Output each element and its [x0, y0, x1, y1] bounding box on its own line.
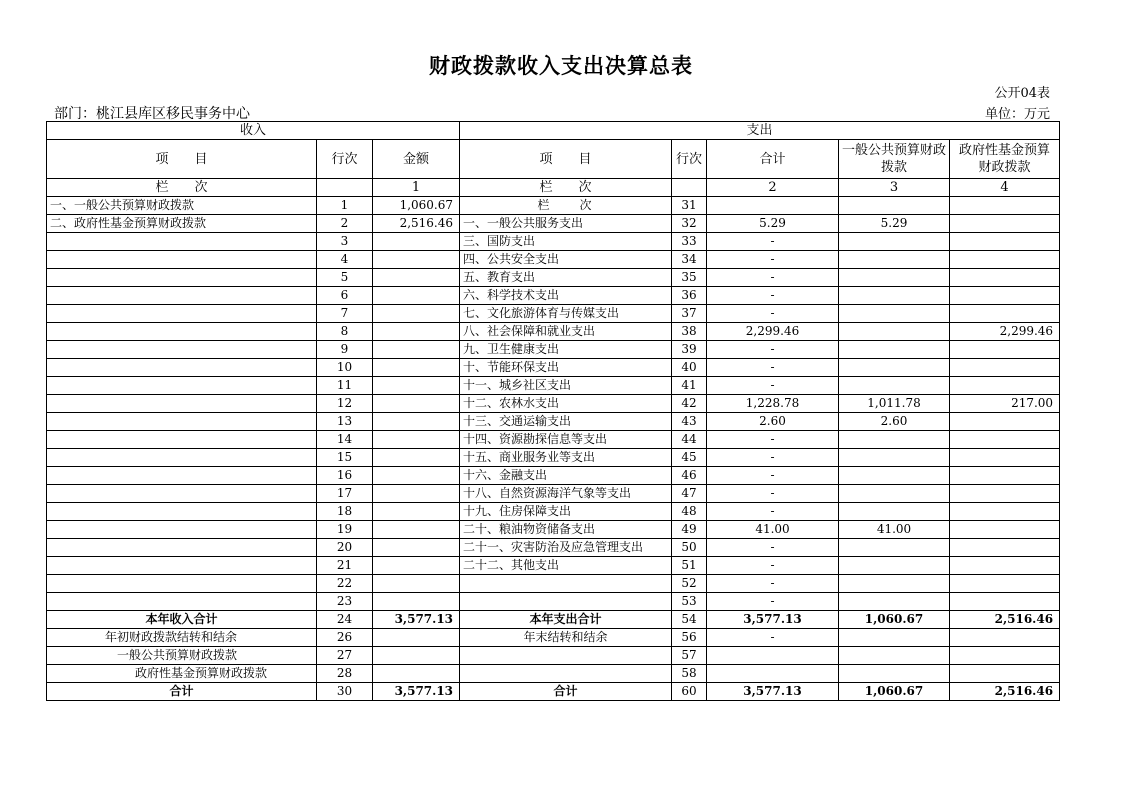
general-budget-header: 一般公共预算财政拨款	[839, 140, 950, 179]
table-row	[47, 575, 1060, 593]
income-item: 年初财政拨款结转和结余	[47, 629, 317, 647]
income-item: 合计	[47, 683, 317, 701]
general-amount	[839, 431, 950, 449]
income-amount: 1,060.67	[373, 197, 460, 215]
fund-amount	[950, 359, 1060, 377]
expense-row-no: 45	[672, 449, 707, 467]
expense-row-no-header: 行次	[672, 140, 707, 179]
income-row-no: 1	[317, 197, 373, 215]
income-amount	[373, 305, 460, 323]
expense-item	[460, 665, 672, 683]
table-row	[47, 197, 1060, 215]
expense-item: 六、科学技术支出	[460, 287, 672, 305]
expense-item: 十二、农林水支出	[460, 395, 672, 413]
fund-amount	[950, 467, 1060, 485]
table-row	[47, 359, 1060, 377]
total-amount: -	[707, 503, 839, 521]
general-amount	[839, 251, 950, 269]
income-amount	[373, 377, 460, 395]
expense-item	[460, 647, 672, 665]
total-amount: 2.60	[707, 413, 839, 431]
fund-amount	[950, 629, 1060, 647]
expense-item: 二十、粮油物资储备支出	[460, 521, 672, 539]
general-amount	[839, 197, 950, 215]
total-amount	[707, 665, 839, 683]
total-amount: -	[707, 287, 839, 305]
income-amount: 2,516.46	[373, 215, 460, 233]
expense-row-no: 34	[672, 251, 707, 269]
carry-row	[47, 647, 1060, 665]
lanci-col-1: 1	[373, 179, 460, 197]
income-item	[47, 359, 317, 377]
expense-row-no: 49	[672, 521, 707, 539]
income-row-no: 14	[317, 431, 373, 449]
income-header: 收入	[47, 122, 460, 140]
income-row-no: 23	[317, 593, 373, 611]
income-row-no: 13	[317, 413, 373, 431]
expense-item: 一、一般公共服务支出	[460, 215, 672, 233]
expense-row-no: 31	[672, 197, 707, 215]
expense-item: 八、社会保障和就业支出	[460, 323, 672, 341]
table-row	[47, 521, 1060, 539]
carry-row	[47, 629, 1060, 647]
income-item	[47, 323, 317, 341]
fund-budget-header: 政府性基金预算财政拨款	[950, 140, 1060, 179]
fund-amount	[950, 665, 1060, 683]
income-amount-header: 金额	[373, 140, 460, 179]
income-row-no: 30	[317, 683, 373, 701]
income-item	[47, 593, 317, 611]
income-amount	[373, 413, 460, 431]
income-item-header: 项 目	[47, 140, 317, 179]
general-amount	[839, 323, 950, 341]
fund-amount	[950, 377, 1060, 395]
income-amount	[373, 341, 460, 359]
income-row-no: 4	[317, 251, 373, 269]
total-amount: -	[707, 359, 839, 377]
fund-amount	[950, 197, 1060, 215]
table-row	[47, 413, 1060, 431]
expense-item: 十三、交通运输支出	[460, 413, 672, 431]
expense-row-no: 43	[672, 413, 707, 431]
income-item	[47, 431, 317, 449]
total-amount: 5.29	[707, 215, 839, 233]
income-amount	[373, 359, 460, 377]
header-row-1	[47, 122, 1060, 140]
expense-item	[460, 593, 672, 611]
general-amount	[839, 305, 950, 323]
total-header: 合计	[707, 140, 839, 179]
total-amount: 1,228.78	[707, 395, 839, 413]
table-row	[47, 449, 1060, 467]
income-amount	[373, 233, 460, 251]
fund-amount	[950, 251, 1060, 269]
income-row-no-header: 行次	[317, 140, 373, 179]
expense-row-no: 54	[672, 611, 707, 629]
general-amount	[839, 539, 950, 557]
table-row	[47, 395, 1060, 413]
fund-amount	[950, 341, 1060, 359]
total-amount: -	[707, 341, 839, 359]
expense-item: 合计	[460, 683, 672, 701]
fund-amount	[950, 233, 1060, 251]
income-row-no: 12	[317, 395, 373, 413]
general-amount: 5.29	[839, 215, 950, 233]
lanci-exp-row-no	[672, 179, 707, 197]
expense-item	[460, 575, 672, 593]
fund-amount	[950, 539, 1060, 557]
table-row	[47, 269, 1060, 287]
total-amount: -	[707, 593, 839, 611]
fund-amount: 2,299.46	[950, 323, 1060, 341]
table-row	[47, 287, 1060, 305]
expense-row-no: 42	[672, 395, 707, 413]
income-row-no: 7	[317, 305, 373, 323]
expense-item: 二十一、灾害防治及应急管理支出	[460, 539, 672, 557]
income-row-no: 17	[317, 485, 373, 503]
fund-amount	[950, 287, 1060, 305]
lanci-col-4: 4	[950, 179, 1060, 197]
income-item	[47, 251, 317, 269]
income-row-no: 16	[317, 467, 373, 485]
income-item	[47, 539, 317, 557]
income-row-no: 3	[317, 233, 373, 251]
general-amount	[839, 665, 950, 683]
expense-item: 七、文化旅游体育与传媒支出	[460, 305, 672, 323]
carry-row	[47, 665, 1060, 683]
expense-item: 本年支出合计	[460, 611, 672, 629]
expense-row-no: 57	[672, 647, 707, 665]
lanci-label: 栏 次	[47, 179, 317, 197]
lanci-col-2: 2	[707, 179, 839, 197]
expense-row-no: 53	[672, 593, 707, 611]
income-row-no: 18	[317, 503, 373, 521]
department-label: 部门：桃江县库区移民事务中心	[54, 106, 250, 122]
total-amount: -	[707, 233, 839, 251]
general-amount	[839, 269, 950, 287]
income-amount	[373, 647, 460, 665]
general-amount: 41.00	[839, 521, 950, 539]
table-row	[47, 539, 1060, 557]
total-amount: 2,299.46	[707, 323, 839, 341]
total-amount	[707, 197, 839, 215]
fund-amount	[950, 413, 1060, 431]
grand-total-row	[47, 683, 1060, 701]
fund-amount: 2,516.46	[950, 611, 1060, 629]
income-row-no: 9	[317, 341, 373, 359]
table-row	[47, 323, 1060, 341]
expense-row-no: 33	[672, 233, 707, 251]
general-amount	[839, 233, 950, 251]
table-row	[47, 467, 1060, 485]
income-row-no: 6	[317, 287, 373, 305]
lanci-col-3: 3	[839, 179, 950, 197]
general-amount: 2.60	[839, 413, 950, 431]
fund-amount	[950, 593, 1060, 611]
general-amount	[839, 557, 950, 575]
income-item	[47, 233, 317, 251]
income-item	[47, 413, 317, 431]
expense-item: 四、公共安全支出	[460, 251, 672, 269]
total-amount: -	[707, 377, 839, 395]
general-amount: 1,060.67	[839, 611, 950, 629]
expense-row-no: 47	[672, 485, 707, 503]
fund-amount	[950, 557, 1060, 575]
budget-table	[46, 121, 1060, 701]
income-amount	[373, 467, 460, 485]
total-amount: 41.00	[707, 521, 839, 539]
general-amount	[839, 629, 950, 647]
expense-item: 十、节能环保支出	[460, 359, 672, 377]
income-amount	[373, 593, 460, 611]
income-amount	[373, 575, 460, 593]
expense-row-no: 40	[672, 359, 707, 377]
total-amount: -	[707, 575, 839, 593]
income-item	[47, 557, 317, 575]
expense-item: 十四、资源勘探信息等支出	[460, 431, 672, 449]
income-item	[47, 341, 317, 359]
page-title: 财政拨款收入支出决算总表	[429, 53, 693, 78]
income-amount	[373, 665, 460, 683]
income-amount	[373, 251, 460, 269]
table-row	[47, 305, 1060, 323]
total-amount: -	[707, 431, 839, 449]
expense-item: 二十二、其他支出	[460, 557, 672, 575]
form-number: 公开04表	[994, 86, 1050, 101]
income-item	[47, 287, 317, 305]
column-index-row	[47, 179, 1060, 197]
general-amount	[839, 575, 950, 593]
income-amount	[373, 269, 460, 287]
income-amount	[373, 395, 460, 413]
lanci-row-no	[317, 179, 373, 197]
income-amount	[373, 449, 460, 467]
expense-item: 十八、自然资源海洋气象等支出	[460, 485, 672, 503]
table-row	[47, 485, 1060, 503]
general-amount	[839, 485, 950, 503]
income-item: 本年收入合计	[47, 611, 317, 629]
income-item	[47, 269, 317, 287]
general-amount	[839, 503, 950, 521]
fund-amount: 2,516.46	[950, 683, 1060, 701]
unit-label: 单位：万元	[984, 107, 1050, 122]
income-item	[47, 503, 317, 521]
income-row-no: 2	[317, 215, 373, 233]
income-item	[47, 395, 317, 413]
income-amount	[373, 485, 460, 503]
table-row	[47, 557, 1060, 575]
general-amount	[839, 647, 950, 665]
expense-row-no: 32	[672, 215, 707, 233]
table-row	[47, 431, 1060, 449]
general-amount: 1,060.67	[839, 683, 950, 701]
fund-amount	[950, 431, 1060, 449]
table-row	[47, 215, 1060, 233]
income-item	[47, 449, 317, 467]
total-amount: -	[707, 629, 839, 647]
general-amount: 1,011.78	[839, 395, 950, 413]
expense-item: 十五、商业服务业等支出	[460, 449, 672, 467]
income-amount	[373, 539, 460, 557]
general-amount	[839, 593, 950, 611]
expense-row-no: 36	[672, 287, 707, 305]
total-amount: -	[707, 467, 839, 485]
income-row-no: 10	[317, 359, 373, 377]
income-row-no: 5	[317, 269, 373, 287]
fund-amount	[950, 647, 1060, 665]
expense-item: 十九、住房保障支出	[460, 503, 672, 521]
header-row-2	[47, 140, 1060, 179]
income-amount	[373, 287, 460, 305]
fund-amount	[950, 575, 1060, 593]
total-amount: -	[707, 305, 839, 323]
income-item	[47, 467, 317, 485]
income-item: 政府性基金预算财政拨款	[47, 665, 317, 683]
total-amount: -	[707, 539, 839, 557]
income-row-no: 24	[317, 611, 373, 629]
expense-item: 十一、城乡社区支出	[460, 377, 672, 395]
table-row	[47, 377, 1060, 395]
fund-amount	[950, 215, 1060, 233]
general-amount	[839, 449, 950, 467]
expense-row-no: 44	[672, 431, 707, 449]
general-amount	[839, 467, 950, 485]
expense-row-no: 56	[672, 629, 707, 647]
income-item: 一般公共预算财政拨款	[47, 647, 317, 665]
expense-row-no: 46	[672, 467, 707, 485]
expense-item: 年末结转和结余	[460, 629, 672, 647]
expense-row-no: 39	[672, 341, 707, 359]
income-row-no: 19	[317, 521, 373, 539]
total-amount: -	[707, 251, 839, 269]
income-amount	[373, 557, 460, 575]
expense-row-no: 50	[672, 539, 707, 557]
income-amount: 3,577.13	[373, 611, 460, 629]
income-row-no: 15	[317, 449, 373, 467]
expense-header: 支出	[460, 122, 1060, 140]
expense-row-no: 51	[672, 557, 707, 575]
income-row-no: 11	[317, 377, 373, 395]
expense-row-no: 52	[672, 575, 707, 593]
year-total-row	[47, 611, 1060, 629]
expense-item: 五、教育支出	[460, 269, 672, 287]
income-amount: 3,577.13	[373, 683, 460, 701]
expense-row-no: 38	[672, 323, 707, 341]
expense-item: 九、卫生健康支出	[460, 341, 672, 359]
fund-amount	[950, 503, 1060, 521]
table-row	[47, 251, 1060, 269]
table-row	[47, 341, 1060, 359]
income-row-no: 27	[317, 647, 373, 665]
total-amount: 3,577.13	[707, 683, 839, 701]
fund-amount	[950, 521, 1060, 539]
expense-row-no: 35	[672, 269, 707, 287]
income-item	[47, 575, 317, 593]
total-amount	[707, 647, 839, 665]
table-row	[47, 503, 1060, 521]
lanci-exp-label: 栏 次	[460, 179, 672, 197]
general-amount	[839, 287, 950, 305]
expense-row-no: 37	[672, 305, 707, 323]
expense-item-header: 项 目	[460, 140, 672, 179]
total-amount: -	[707, 485, 839, 503]
total-amount: -	[707, 449, 839, 467]
income-row-no: 22	[317, 575, 373, 593]
income-item	[47, 521, 317, 539]
expense-row-no: 58	[672, 665, 707, 683]
expense-item: 三、国防支出	[460, 233, 672, 251]
income-item	[47, 305, 317, 323]
income-row-no: 21	[317, 557, 373, 575]
fund-amount	[950, 269, 1060, 287]
expense-row-no: 48	[672, 503, 707, 521]
general-amount	[839, 359, 950, 377]
expense-row-no: 60	[672, 683, 707, 701]
general-amount	[839, 377, 950, 395]
table-row	[47, 593, 1060, 611]
income-row-no: 20	[317, 539, 373, 557]
fund-amount	[950, 449, 1060, 467]
income-item: 一、一般公共预算财政拨款	[47, 197, 317, 215]
income-amount	[373, 323, 460, 341]
total-amount: -	[707, 557, 839, 575]
income-item	[47, 485, 317, 503]
income-amount	[373, 431, 460, 449]
income-row-no: 28	[317, 665, 373, 683]
income-amount	[373, 521, 460, 539]
expense-item: 栏 次	[460, 197, 672, 215]
income-item: 二、政府性基金预算财政拨款	[47, 215, 317, 233]
total-amount: 3,577.13	[707, 611, 839, 629]
income-amount	[373, 629, 460, 647]
fund-amount: 217.00	[950, 395, 1060, 413]
income-row-no: 26	[317, 629, 373, 647]
expense-row-no: 41	[672, 377, 707, 395]
table-row	[47, 233, 1060, 251]
income-row-no: 8	[317, 323, 373, 341]
fund-amount	[950, 485, 1060, 503]
expense-item: 十六、金融支出	[460, 467, 672, 485]
income-item	[47, 377, 317, 395]
fund-amount	[950, 305, 1060, 323]
total-amount: -	[707, 269, 839, 287]
income-amount	[373, 503, 460, 521]
general-amount	[839, 341, 950, 359]
